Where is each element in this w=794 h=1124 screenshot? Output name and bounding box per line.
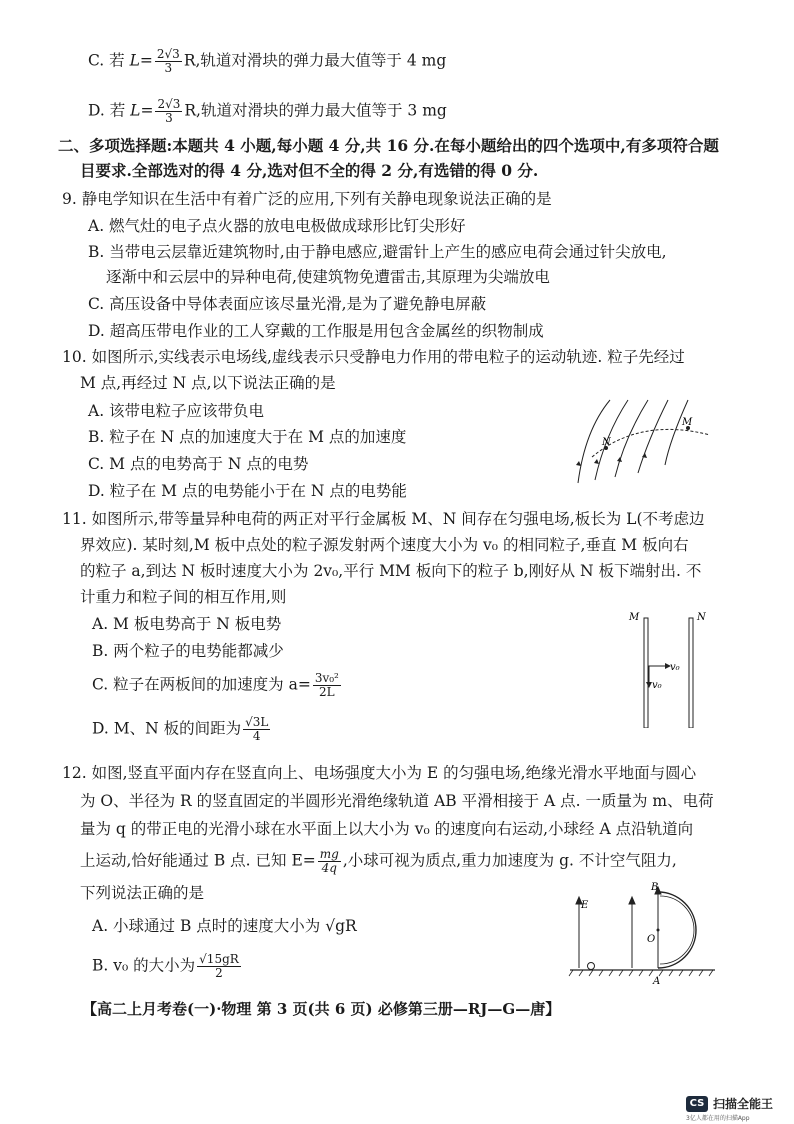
label-n: N — [697, 612, 706, 623]
q12-option-b: B. v₀ 的大小为 $\frac{√15gR}{2}$ — [92, 952, 239, 980]
label-v0-down: v₀ — [652, 680, 662, 691]
plate-n — [689, 618, 693, 728]
q12-stem-line1: 12. 如图,竖直平面内存在竖直向上、电场强度大小为 E 的匀强电场,绝缘光滑水平地面与圆心 — [62, 764, 697, 782]
label-m: M — [629, 612, 640, 623]
field-line-3 — [615, 400, 648, 477]
q10-stem-line1: 10. 如图所示,实线表示电场线,虚线表示只受静电力作用的带电粒子的运动轨迹. 粒子先经过 — [62, 348, 685, 366]
label-o: O — [647, 934, 656, 945]
arrow-1 — [576, 461, 581, 466]
q9-option-a: A. 燃气灶的电子点火器的放电电极做成球形比钉尖形好 — [88, 217, 466, 235]
center-o — [657, 929, 660, 932]
section2-header-line2: 目要求.全部选对的得 4 分,选对但不全的得 2 分,有选错的得 0 分. — [80, 161, 539, 180]
q12-option-a: A. 小球通过 B 点时的速度大小为 √gR — [92, 917, 357, 935]
plate-m — [644, 618, 648, 728]
field-line-5 — [665, 400, 688, 465]
q12-stem-line5: 下列说法正确的是 — [80, 884, 205, 902]
q11-stem-line1: 11. 如图所示,带等量异种电荷的两正对平行金属板 M、N 间存在匀强电场,板长为 L(不考虑边 — [62, 510, 705, 528]
label-e: E — [581, 900, 589, 911]
q9-option-b-line1: B. 当带电云层靠近建筑物时,由于静电感应,避雷针上产生的感应电荷会通过针尖放电, — [88, 243, 667, 261]
page-footer: 【高二上月考卷(一)·物理 第 3 页(共 6 页) 必修第三册—RJ—G—唐】 — [82, 1000, 561, 1018]
q11-stem-line2: 界效应). 某时刻,M 板中点处的粒子源发射两个速度大小为 v₀ 的相同粒子,垂直 M 板向右 — [80, 536, 689, 554]
q11-plates-diagram — [625, 608, 715, 728]
q10-option-a: A. 该带电粒子应该带负电 — [88, 402, 265, 420]
q10-option-c: C. M 点的电势高于 N 点的电势 — [88, 455, 309, 473]
q12-stem-line3: 量为 q 的带正电的光滑小球在水平面上以大小为 v₀ 的速度向右运动,小球经 A 点沿轨道向 — [80, 820, 694, 838]
q10-option-b: B. 粒子在 N 点的加速度大于在 M 点的加速度 — [88, 428, 407, 446]
label-a: A — [653, 976, 661, 987]
q11-option-c: C. 粒子在两板间的加速度为 a= $\frac{\text{3v₀²}}{2L}$ — [92, 671, 339, 699]
semicircle-track — [658, 892, 696, 968]
arrow-3 — [617, 457, 622, 462]
q9-option-d: D. 超高压带电作业的工人穿戴的工作服是用包含金属丝的织物制成 — [88, 322, 544, 340]
field-line-2 — [595, 400, 628, 480]
q11-stem-line4: 计重力和粒子间的相互作用,则 — [80, 588, 287, 606]
q10-stem-line2: M 点,再经过 N 点,以下说法正确的是 — [80, 374, 336, 392]
cs-badge: CS — [686, 1096, 708, 1112]
ball — [588, 963, 595, 970]
q9-option-b-line2: 逐渐中和云层中的异种电荷,使建筑物免遭雷击,其原理为尖端放电 — [106, 268, 550, 286]
arrow-2 — [594, 459, 599, 464]
q11-stem-line3: 的粒子 a,到达 N 板时速度大小为 2v₀,平行 MM 板向下的粒子 b,刚好从 N 板下端射出. 不 — [80, 562, 702, 580]
q12-stem-line4: 上运动,恰好能通过 B 点. 已知 E= $\frac{mg}{4q}$ ,小球可视为质点,重力加速度为 g. 不计空气阻力, — [80, 847, 677, 875]
q9-stem: 9. 静电学知识在生活中有着广泛的应用,下列有关静电现象说法正确的是 — [62, 190, 552, 208]
logo-name: 扫描全能王 — [713, 1097, 774, 1111]
field-line-4 — [638, 400, 668, 473]
q12-stem-line2: 为 O、半径为 R 的竖直固定的半圆形光滑绝缘轨道 AB 平滑相接于 A 点. 一质量为 m、电荷 — [80, 792, 714, 810]
q9-option-c: C. 高压设备中导体表面应该尽量光滑,是为了避免静电屏蔽 — [88, 295, 487, 313]
scanner-logo — [686, 1095, 773, 1112]
label-b: B — [651, 882, 659, 893]
q10-field-diagram — [570, 395, 720, 485]
q11-option-b: B. 两个粒子的电势能都减少 — [92, 642, 284, 660]
semicircle-track-inner — [660, 896, 694, 964]
label-n: N — [602, 437, 611, 448]
section2-header-line1: 二、多项选择题:本题共 4 小题,每小题 4 分,共 16 分.在每小题给出的四个选项中,有多项符合题 — [58, 136, 719, 155]
field-arrow-2 — [629, 897, 635, 904]
label-m: M — [682, 417, 693, 428]
q8-option-c: C. 若 L= $\frac{2√3}{3}$ R,轨道对滑块的弹力最大值等于 4 mg — [88, 47, 447, 75]
q11-option-d: D. M、N 板的间距为 $\frac{√3L}{4}$ — [92, 715, 269, 743]
label-v0-right: v₀ — [670, 662, 680, 673]
logo-tagline: 3亿人都在用的扫描App — [686, 1115, 750, 1122]
q10-option-d: D. 粒子在 M 点的电势能小于在 N 点的电势能 — [88, 482, 407, 500]
q8-option-d: D. 若 L= $\frac{2√3}{3}$ R,轨道对滑块的弹力最大值等于 3 mg — [88, 97, 447, 125]
q11-option-a: A. M 板电势高于 N 板电势 — [92, 615, 282, 633]
q12-track-diagram — [565, 880, 725, 990]
